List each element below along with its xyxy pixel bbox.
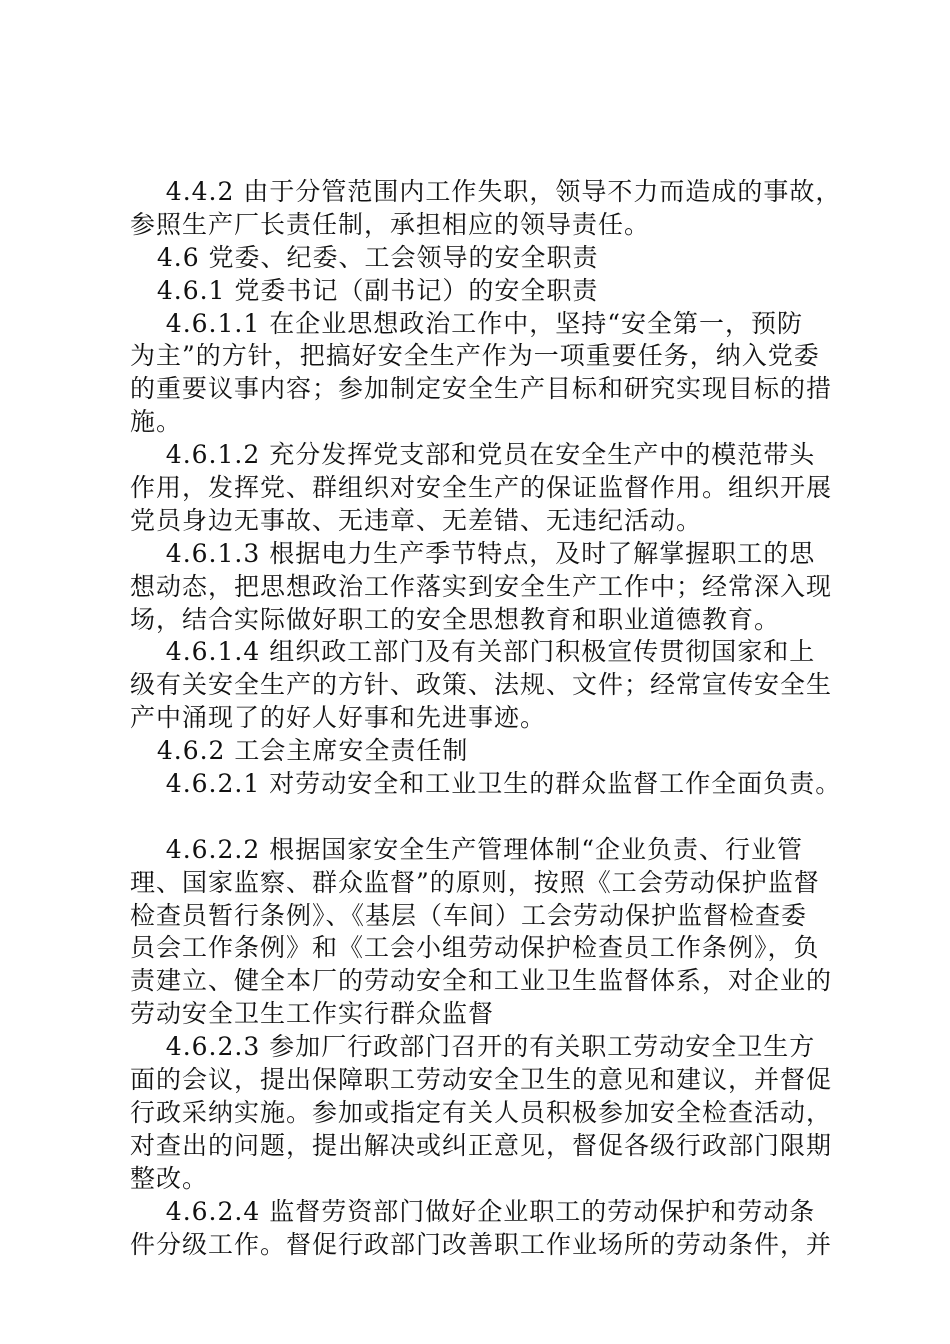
text-line: 对查出的问题，提出解决或纠正意见，督促各级行政部门限期 xyxy=(130,1130,833,1160)
document-body xyxy=(130,176,842,1261)
text-line xyxy=(130,801,835,834)
text-line: 4.6 党委、纪委、工会领导的安全职责 xyxy=(130,242,599,272)
text-line: 检查员暂行条例》、《基层（车间）工会劳动保护监督检查委 xyxy=(130,900,808,930)
text-line: 4.6.2.2 根据国家安全生产管理体制“企业负责、行业管 xyxy=(130,834,803,864)
text-line: 4.6.1.3 根据电力生产季节特点，及时了解掌握职工的思 xyxy=(130,538,816,568)
text-line: 件分级工作。督促行政部门改善职工作业场所的劳动条件，并 xyxy=(130,1229,833,1259)
text-line: 4.4.2 由于分管范围内工作失职，领导不力而造成的事故， xyxy=(130,177,842,206)
text-line: 想动态，把思想政治工作落实到安全生产工作中；经常深入现 xyxy=(130,571,833,601)
text-line: 行政采纳实施。参加或指定有关人员积极参加安全检查活动， xyxy=(130,1097,833,1127)
text-line: 面的会议，提出保障职工劳动安全卫生的意见和建议，并督促 xyxy=(130,1065,833,1095)
text-line: 的重要议事内容；参加制定安全生产目标和研究实现目标的措 xyxy=(130,374,833,404)
text-line: 级有关安全生产的方针、政策、法规、文件；经常宣传安全生 xyxy=(130,670,833,700)
text-line: 产中涌现了的好人好事和先进事迹。 xyxy=(130,703,547,733)
text-line: 4.6.1.1 在企业思想政治工作中，坚持“安全第一，预防 xyxy=(130,308,803,338)
text-line: 参照生产厂长责任制，承担相应的领导责任。 xyxy=(130,209,651,239)
text-line: 员会工作条例》和《工会小组劳动保护检查员工作条例》，负 xyxy=(130,933,820,963)
text-line: 4.6.1 党委书记（副书记）的安全职责 xyxy=(130,275,599,305)
text-line: 责建立、健全本厂的劳动安全和工业卫生监督体系，对企业的 xyxy=(130,966,833,996)
text-line: 4.6.2.1 对劳动安全和工业卫生的群众监督工作全面负责。 xyxy=(130,769,842,799)
text-line: 为主”的方针，把搞好安全生产作为一项重要任务，纳入党委 xyxy=(130,341,820,371)
text-line: 4.6.1.4 组织政工部门及有关部门积极宣传贯彻国家和上 xyxy=(130,637,816,667)
text-line: 施。 xyxy=(130,407,183,437)
text-line: 党员身边无事故、无违章、无差错、无违纪活动。 xyxy=(130,505,703,535)
text-line: 理、国家监察、群众监督”的原则，按照《工会劳动保护监督 xyxy=(130,867,820,897)
text-line: 4.6.1.2 充分发挥党支部和党员在安全生产中的模范带头 xyxy=(130,440,816,470)
text-line: 4.6.2 工会主席安全责任制 xyxy=(130,736,469,766)
text-line: 作用，发挥党、群组织对安全生产的保证监督作用。组织开展 xyxy=(130,473,833,503)
text-line: 4.6.2.4 监督劳资部门做好企业职工的劳动保护和劳动条 xyxy=(130,1196,816,1226)
text-line: 劳动安全卫生工作实行群众监督 xyxy=(130,999,495,1029)
text-line: 4.6.2.3 参加厂行政部门召开的有关职工劳动安全卫生方 xyxy=(130,1032,816,1062)
text-line: 场，结合实际做好职工的安全思想教育和职业道德教育。 xyxy=(130,604,781,634)
text-line: 整改。 xyxy=(130,1163,209,1193)
